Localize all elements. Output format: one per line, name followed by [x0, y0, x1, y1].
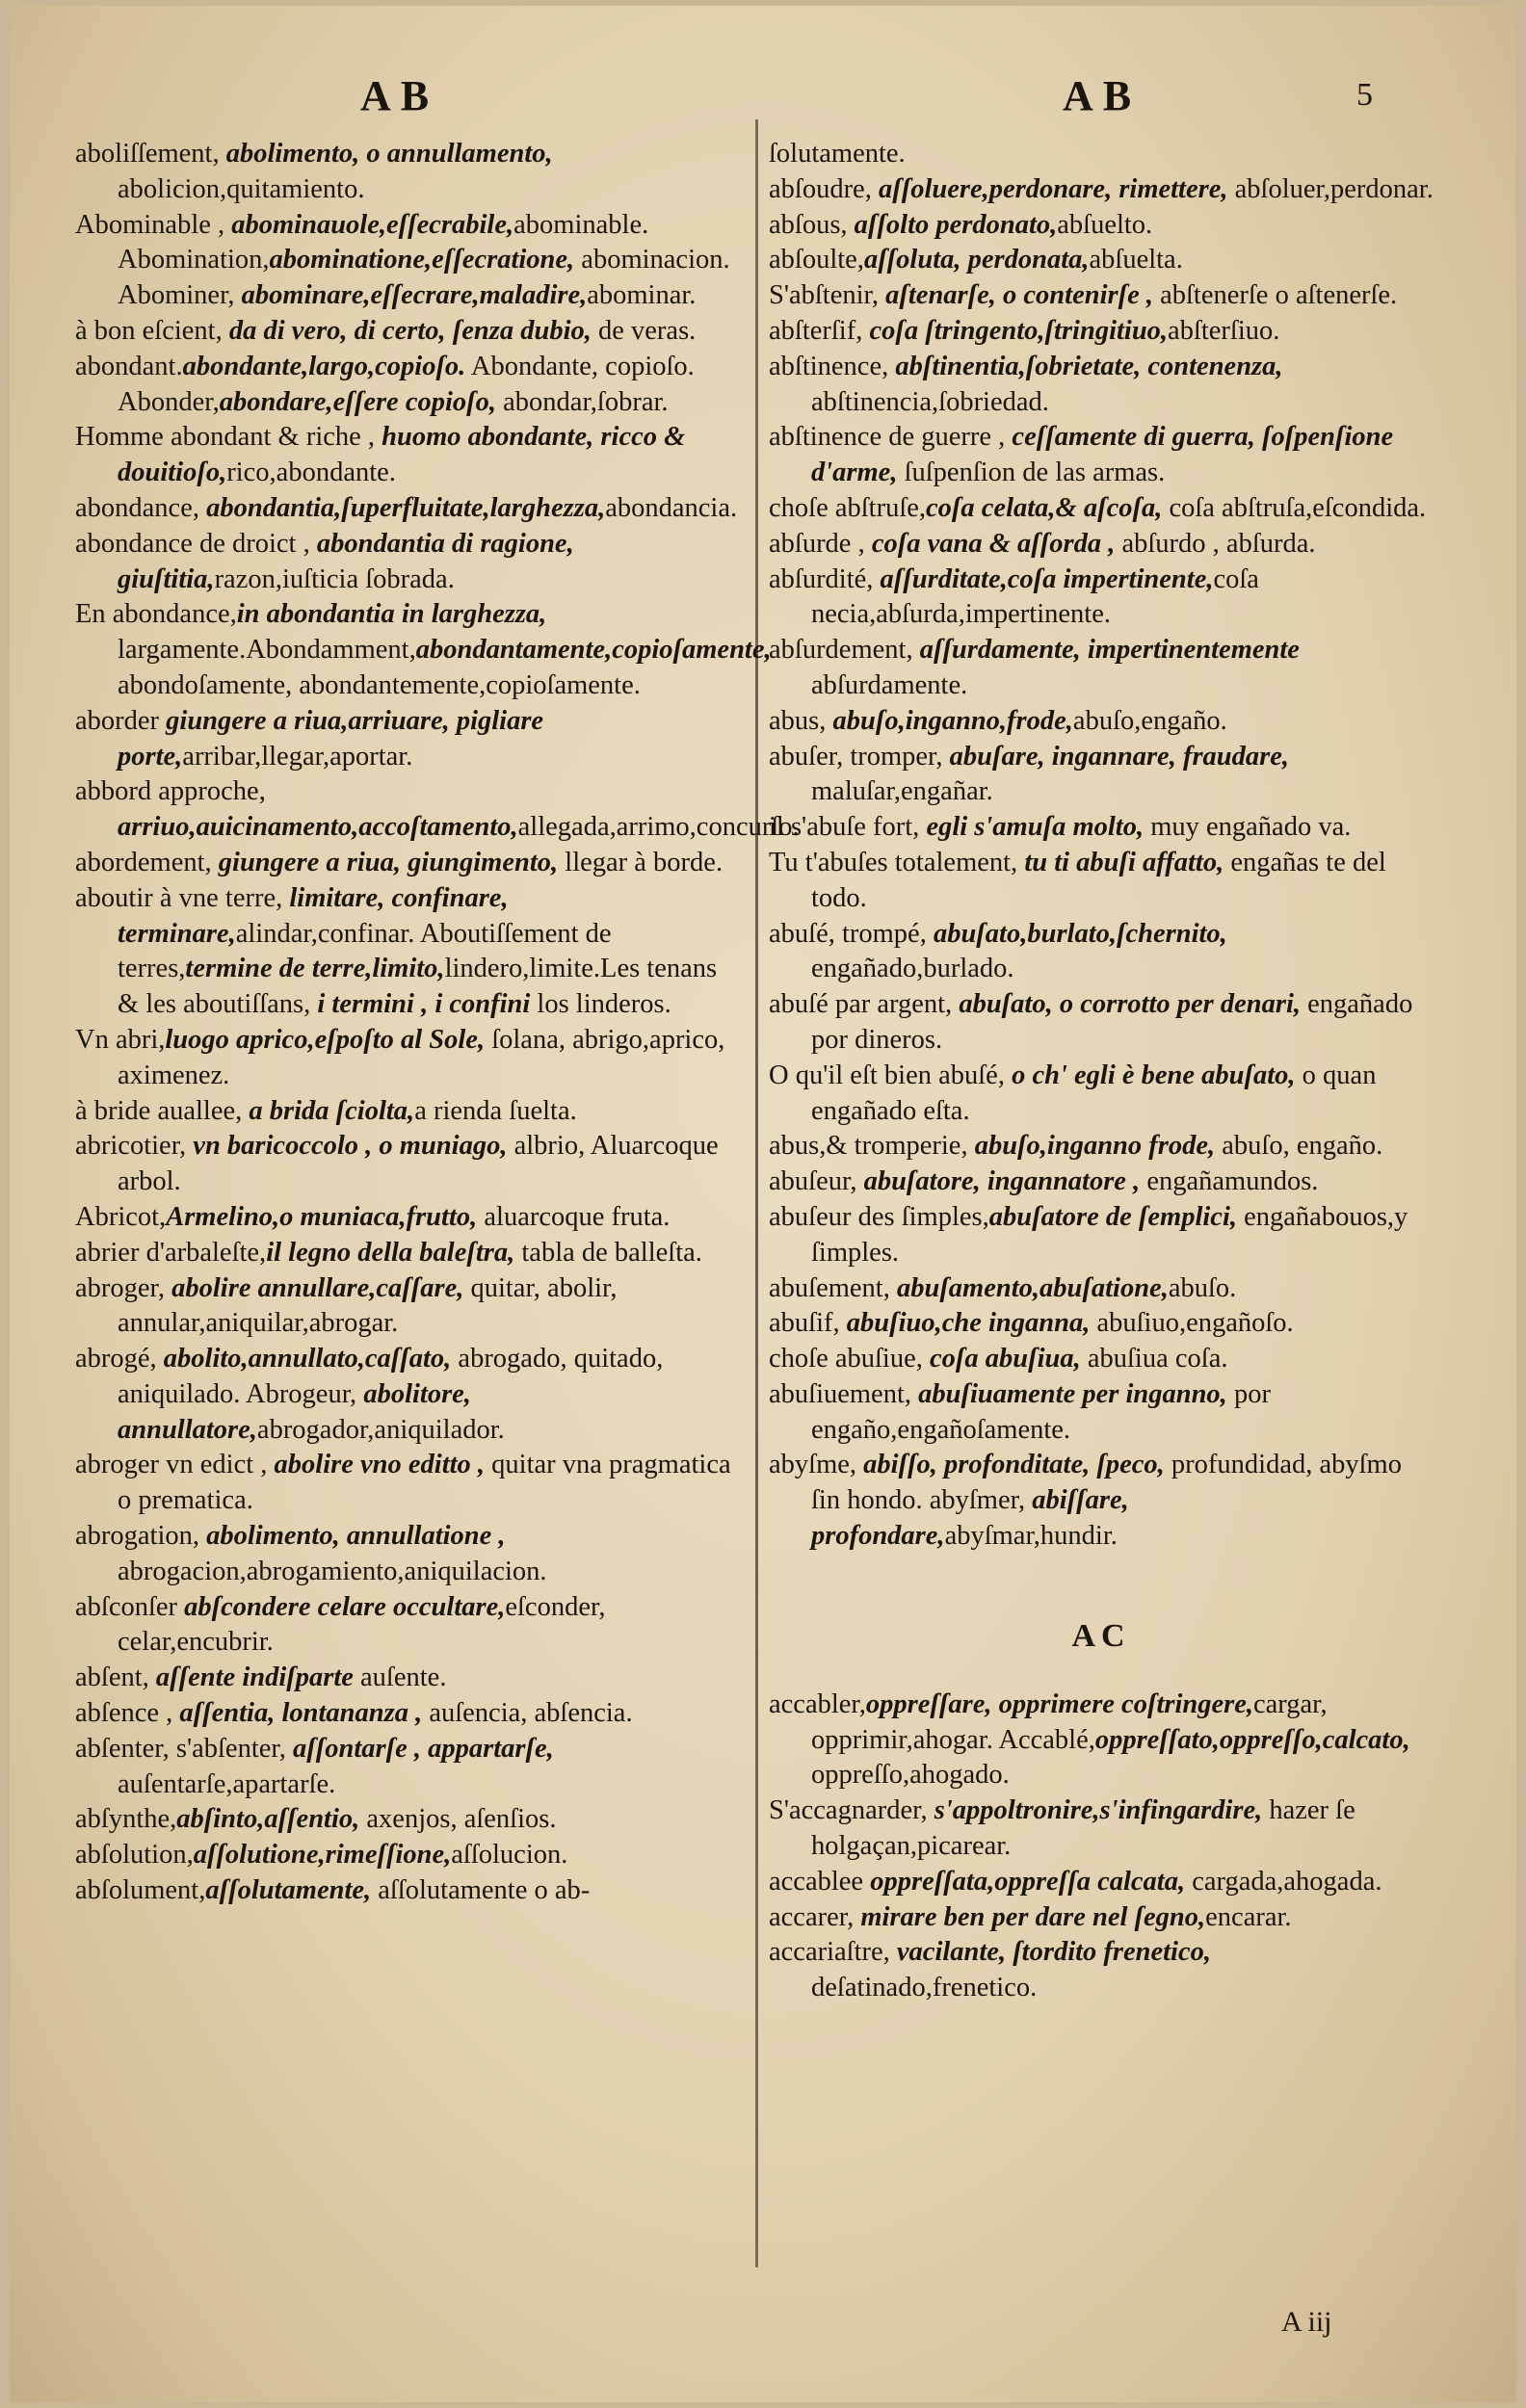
- entry-text: abſuelto.: [1057, 209, 1153, 240]
- dictionary-entry: [75, 1448, 740, 1519]
- dictionary-entry: [769, 633, 1434, 704]
- italian-equivalent: oppreſſare, opprimere coſtringere,: [865, 1688, 1253, 1719]
- italian-equivalent: abuſatore de ſemplici,: [988, 1201, 1237, 1232]
- entry-text: ſolana, abrigo,aprico, aximenez.: [118, 1024, 725, 1090]
- dictionary-entry: [769, 137, 1434, 172]
- entry-text: abolicion,quitamiento.: [118, 173, 365, 204]
- entry-text: abſous,: [769, 209, 855, 240]
- entry-text: abuſo.: [1168, 1272, 1237, 1303]
- entry-text: ſolutamente.: [769, 139, 906, 169]
- entry-text: hazer ſe holgaçan,picarear.: [811, 1795, 1355, 1862]
- dictionary-entry: [769, 846, 1434, 917]
- italian-equivalent: abuſamento,abuſatione,: [896, 1272, 1169, 1303]
- entry-text: abſconſer: [75, 1591, 185, 1622]
- entry-text: alindar,confinar. Aboutiſſement de terres,: [118, 918, 612, 984]
- entry-text: abſence ,: [75, 1698, 180, 1729]
- entry-text: abuſeur,: [769, 1166, 864, 1197]
- dictionary-entry: [769, 314, 1434, 350]
- entry-text: muy engañado va.: [1144, 812, 1352, 843]
- entry-text: il s'abuſe fort,: [769, 812, 927, 843]
- entry-text: engañabouos,y ſimples.: [811, 1201, 1408, 1268]
- entry-text: abuſé, trompé,: [769, 918, 934, 949]
- entry-text: abſoudre,: [769, 173, 879, 204]
- entry-text: a rienda ſuelta.: [414, 1095, 577, 1126]
- italian-equivalent: a brida ſciolta,: [249, 1095, 415, 1126]
- entry-text: de veras.: [591, 315, 697, 346]
- entry-text: abſoluer,perdonar.: [1227, 173, 1434, 204]
- dictionary-entry: [769, 527, 1434, 563]
- entry-text: abuſiuo,engañoſo.: [1090, 1308, 1294, 1339]
- entry-text: Vn abri,: [75, 1024, 166, 1055]
- italian-equivalent: abondare,eſſere copioſo,: [219, 386, 497, 417]
- dictionary-entry: [75, 491, 740, 527]
- entry-text: deſatinado,frenetico.: [811, 1973, 1038, 2003]
- italian-equivalent: huomo abondante, ricco & douitioſo,: [118, 422, 686, 488]
- dictionary-entry: [75, 208, 740, 314]
- entry-text: à bride auallee,: [75, 1095, 250, 1126]
- entry-text: los linderos.: [530, 989, 671, 1020]
- italian-equivalent: egli s'amuſa molto,: [926, 812, 1144, 843]
- entry-text: abſurdement,: [769, 635, 920, 666]
- italian-equivalent: abuſato, o corrotto per denari,: [959, 989, 1301, 1020]
- right-column: [769, 137, 1434, 2006]
- entry-text: abuſement,: [769, 1272, 897, 1303]
- entry-text: abuſiuement,: [769, 1378, 919, 1409]
- entry-text: Abondante, copioſo. Abonder,: [118, 351, 695, 417]
- entry-text: profundidad, abyſmo ſin hondo. abyſmer,: [811, 1450, 1402, 1516]
- italian-equivalent: aſſontarſe , appartarſe,: [293, 1733, 554, 1764]
- italian-equivalent: Armelino,o muniaca,frutto,: [166, 1201, 478, 1232]
- entry-text: coſa abſtruſa,eſcondida.: [1162, 492, 1427, 523]
- dictionary-entry: [75, 1236, 740, 1271]
- dictionary-entry: [75, 1696, 740, 1732]
- entry-text: abuſo, engaño.: [1215, 1131, 1383, 1162]
- italian-equivalent: abuſare, ingannare, fraudare,: [949, 741, 1289, 772]
- dictionary-entry: [769, 491, 1434, 527]
- running-head-left: AB: [360, 72, 439, 119]
- entry-text: abſurdamente.: [811, 669, 968, 700]
- entry-text: abſtenerſe o aſtenerſe.: [1152, 280, 1398, 311]
- italian-equivalent: coſa ſtringento,ſtringitiuo,: [869, 315, 1169, 346]
- italian-equivalent: giungere a riua, giungimento,: [218, 847, 559, 877]
- dictionary-entry: [769, 1271, 1434, 1307]
- dictionary-entry: [75, 1271, 740, 1343]
- entry-text: abſtinence de guerre ,: [769, 422, 1013, 453]
- italian-equivalent: oppreſſato,oppreſſo,calcato,: [1094, 1724, 1410, 1755]
- italian-equivalent: abuſo,inganno frode,: [974, 1131, 1216, 1162]
- running-head-right: AB: [1063, 72, 1142, 119]
- entry-text: abſolument,: [75, 1875, 206, 1906]
- dictionary-entry: [769, 1688, 1434, 1793]
- dictionary-entry: [769, 208, 1434, 244]
- entry-text: engañamundos.: [1140, 1166, 1319, 1197]
- italian-equivalent: termine de terre,limito,: [185, 954, 445, 984]
- dictionary-entry: [75, 1873, 740, 1909]
- italian-equivalent: abolire annullare,caſſare,: [171, 1272, 464, 1303]
- dictionary-entry: [75, 1200, 740, 1236]
- entry-text: tabla de balleſta.: [514, 1237, 702, 1268]
- entry-text: abuſé par argent,: [769, 989, 960, 1020]
- entry-text: à bon eſcient,: [75, 315, 229, 346]
- dictionary-entry: [75, 1023, 740, 1094]
- entry-text: aborder: [75, 705, 167, 736]
- dictionary-entry: [769, 278, 1434, 314]
- entry-text: abſent,: [75, 1662, 156, 1693]
- dictionary-entry: [75, 597, 772, 703]
- entry-text: engañado,burlado.: [811, 954, 1014, 984]
- entry-text: allegada,arrimo,concurſo.: [517, 812, 800, 843]
- entry-text: quitar, abolir, annular,aniquilar,abrogar.: [118, 1272, 618, 1339]
- italian-equivalent: abondantia di ragione, giuſtitia,: [118, 528, 574, 594]
- dictionary-entry: [769, 1129, 1434, 1165]
- dictionary-entry: [769, 810, 1434, 846]
- entry-text: abuſeur des ſimples,: [769, 1201, 989, 1232]
- entry-text: abroger,: [75, 1272, 172, 1303]
- italian-equivalent: abiſſo, profonditate, ſpeco,: [863, 1450, 1165, 1480]
- dictionary-entry: [75, 774, 800, 846]
- dictionary-entry: [769, 420, 1434, 491]
- italian-equivalent: aſſurdamente, impertinentemente: [919, 635, 1300, 666]
- italian-equivalent: aſſente indiſparte: [155, 1662, 354, 1693]
- italian-equivalent: aſſolutamente,: [205, 1875, 372, 1906]
- dictionary-entry: [769, 1342, 1434, 1377]
- entry-text: axenjos, aſenſios.: [359, 1804, 557, 1835]
- entry-text: encarar.: [1205, 1901, 1292, 1932]
- entry-text: abordement,: [75, 847, 219, 877]
- dictionary-entry: [769, 1306, 1434, 1342]
- entry-text: eſconder, celar,encubrir.: [118, 1591, 606, 1658]
- entry-text: S'abſtenir,: [769, 280, 886, 311]
- entry-text: aboliſſement,: [75, 139, 226, 169]
- entry-text: abrogation,: [75, 1521, 207, 1552]
- italian-equivalent: abondantamente,copioſamente,: [415, 635, 772, 666]
- italian-equivalent: aſſurditate,coſa impertinente,: [880, 563, 1214, 594]
- italian-equivalent: aſſolutione,rimeſſione,: [193, 1840, 452, 1871]
- entry-text: abbord approche,: [75, 776, 266, 807]
- italian-equivalent: in abondantia in larghezza,: [236, 599, 547, 630]
- dictionary-entry: [75, 1732, 740, 1803]
- italian-equivalent: abiſſare, profondare,: [811, 1485, 1129, 1552]
- entry-text: abondoſamente, abondantemente,copioſamente.: [118, 669, 641, 700]
- entry-text: abondar,ſobrar.: [496, 386, 669, 417]
- entry-text: abominar.: [587, 280, 697, 311]
- entry-text: aſſolutamente o ab-: [371, 1875, 591, 1906]
- entry-text: Abricot,: [75, 1201, 167, 1232]
- entry-text: accablee: [769, 1866, 871, 1897]
- italian-equivalent: i termini , i confini: [317, 989, 531, 1020]
- italian-equivalent: limitare, confinare, terminare,: [118, 882, 509, 949]
- entry-text: ſuſpenſion de las armas.: [897, 458, 1166, 488]
- italian-equivalent: tu ti abuſi affatto,: [1024, 847, 1224, 877]
- dictionary-entry: [769, 350, 1434, 421]
- dictionary-entry: [75, 527, 740, 598]
- dictionary-entry: [769, 1793, 1434, 1865]
- italian-equivalent: oppreſſata,oppreſſa calcata,: [870, 1866, 1186, 1897]
- dictionary-entry: [769, 1448, 1434, 1554]
- italian-equivalent: arriuo,auicinamento,accoſtamento,: [118, 812, 518, 843]
- dictionary-entry: [75, 1342, 740, 1448]
- italian-equivalent: abondante,largo,copioſo.: [182, 351, 466, 381]
- italian-equivalent: abuſiuamente per inganno,: [918, 1378, 1227, 1409]
- entry-text: abſterſif,: [769, 315, 870, 346]
- italian-equivalent: abolire vno editto ,: [274, 1450, 486, 1480]
- italian-equivalent: il legno della baleſtra,: [266, 1237, 515, 1268]
- entry-text: maluſar,engañar.: [811, 776, 993, 807]
- dictionary-entry: [769, 917, 1434, 988]
- entry-text: abuſif,: [769, 1308, 847, 1339]
- entry-text: O qu'il eſt bien abuſé,: [769, 1060, 1013, 1090]
- italian-equivalent: coſa abuſiua,: [929, 1344, 1081, 1374]
- entry-text: cargada,ahogada.: [1185, 1866, 1382, 1897]
- dictionary-entry: [769, 1377, 1434, 1449]
- entry-text: abſurdo , abſurda.: [1115, 528, 1316, 559]
- entry-text: quitar vna pragmatica o prematica.: [118, 1450, 731, 1516]
- entry-text: abſenter, s'abſenter,: [75, 1733, 293, 1764]
- entry-text: coſa necia,abſurda,impertinente.: [811, 563, 1259, 630]
- italian-equivalent: abſtinentia,ſobrietate, contenenza,: [895, 351, 1283, 381]
- entry-text: engañado por dineros.: [811, 989, 1413, 1055]
- book-page: [10, 6, 1516, 2402]
- entry-text: abuſo,engaño.: [1072, 705, 1227, 736]
- entry-text: abondancia.: [605, 492, 738, 523]
- italian-equivalent: abuſiuo,che inganna,: [846, 1308, 1091, 1339]
- entry-text: choſe abuſiue,: [769, 1344, 930, 1374]
- entry-text: albrio, Aluarcoque arbol.: [118, 1131, 719, 1197]
- italian-equivalent: coſa celata,& aſcoſa,: [926, 492, 1163, 523]
- entry-text: abyſmar,hundir.: [944, 1521, 1118, 1552]
- italian-equivalent: abominare,eſſecrare,maladire,: [241, 280, 588, 311]
- entry-text: abrogé,: [75, 1344, 164, 1374]
- entry-text: S'accagnarder,: [769, 1795, 934, 1826]
- italian-equivalent: luogo aprico,eſpoſto al Sole,: [165, 1024, 486, 1055]
- entry-text: abſolution,: [75, 1840, 194, 1871]
- entry-text: abondant.: [75, 351, 183, 381]
- dictionary-entry: [75, 1590, 740, 1662]
- italian-equivalent: giungere a riua,arriuare, pigliare porte,: [118, 705, 544, 772]
- entry-text: abrogado, quitado, aniquilado. Abrogeur,: [118, 1344, 664, 1409]
- entry-text: lindero,limite.Les tenans & les aboutiſſans,: [118, 954, 718, 1020]
- entry-text: por engaño,engañoſamente.: [811, 1378, 1271, 1445]
- italian-equivalent: vacilante, ſtordito frenetico,: [896, 1937, 1211, 1968]
- dictionary-entry: [75, 314, 740, 350]
- dictionary-entry: [769, 1165, 1434, 1200]
- dictionary-entry: [75, 1519, 740, 1590]
- entry-text: abſurde ,: [769, 528, 872, 559]
- italian-equivalent: abolimento, o annullamento,: [225, 139, 553, 169]
- dictionary-entry: [75, 350, 740, 421]
- dictionary-entry: [75, 1838, 740, 1873]
- italian-equivalent: abſcondere celare occultare,: [184, 1591, 506, 1622]
- italian-equivalent: abſinto,aſſentio,: [176, 1804, 360, 1835]
- dictionary-entry: [75, 1129, 740, 1200]
- entry-text: abſterſiuo.: [1168, 315, 1280, 346]
- entry-text: rico,abondante.: [226, 458, 396, 488]
- entry-text: engañas te del todo.: [811, 847, 1386, 913]
- italian-equivalent: abolitore, annullatore,: [118, 1378, 471, 1445]
- entry-text: abricotier,: [75, 1131, 194, 1162]
- dictionary-entry: [769, 987, 1434, 1059]
- dictionary-entry: [75, 1802, 740, 1838]
- italian-equivalent: abolito,annullato,caſſato,: [163, 1344, 452, 1374]
- entry-text: abondance,: [75, 492, 207, 523]
- entry-text: Homme abondant & riche ,: [75, 422, 382, 453]
- italian-equivalent: da di vero, di certo, ſenza dubio,: [228, 315, 592, 346]
- entry-text: auſente.: [353, 1662, 447, 1693]
- entry-text: abrogacion,abrogamiento,aniquilacion.: [118, 1556, 547, 1586]
- italian-equivalent: aſtenarſe, o contenirſe ,: [885, 280, 1153, 311]
- entry-text: abſynthe,: [75, 1804, 177, 1835]
- entry-text: llegar à borde.: [558, 847, 724, 877]
- entry-text: aboutir à vne terre,: [75, 882, 290, 913]
- signature-mark: A iij: [1281, 2306, 1332, 2338]
- dictionary-entry: [769, 1059, 1434, 1130]
- italian-equivalent: o ch' egli è bene abuſato,: [1012, 1060, 1296, 1090]
- dictionary-entry: [769, 563, 1434, 634]
- entry-text: abus,& tromperie,: [769, 1131, 975, 1162]
- italian-equivalent: abominauole,eſſecrabile,: [231, 209, 514, 240]
- entry-text: abuſer, tromper,: [769, 741, 950, 772]
- italian-equivalent: aſſolto perdonato,: [854, 209, 1058, 240]
- entry-text: abſurdité,: [769, 563, 881, 594]
- entry-text: abrier d'arbaleſte,: [75, 1237, 267, 1268]
- dictionary-entry: [769, 1200, 1434, 1271]
- entry-text: abſoulte,: [769, 245, 864, 275]
- left-column: [75, 137, 800, 1909]
- italian-equivalent: aſſoluere,perdonare, rimettere,: [878, 173, 1228, 204]
- dictionary-entry: [75, 137, 740, 208]
- dictionary-entry: [769, 1900, 1434, 1936]
- entry-text: abominable. Abomination,: [118, 209, 649, 275]
- entry-text: Tu t'abuſes totalement,: [769, 847, 1025, 877]
- entry-text: abondance de droict ,: [75, 528, 317, 559]
- italian-equivalent: mirare ben per dare nel ſegno,: [860, 1901, 1206, 1932]
- entry-text: cargar, opprimir,ahogar. Accablé,: [811, 1688, 1328, 1755]
- italian-equivalent: abondantia,ſuperfluitate,larghezza,: [206, 492, 606, 523]
- italian-equivalent: aſſoluta, perdonata,: [863, 245, 1090, 275]
- entry-text: accariaſtre,: [769, 1937, 897, 1968]
- entry-text: oppreſſo,ahogado.: [811, 1760, 1010, 1791]
- italian-equivalent: abominatione,eſſecratione,: [269, 245, 575, 275]
- entry-text: accabler,: [769, 1688, 866, 1719]
- dictionary-entry: [769, 740, 1434, 811]
- entry-text: abſtinencia,ſobriedad.: [811, 386, 1049, 417]
- italian-equivalent: abuſato,burlato,ſchernito,: [933, 918, 1227, 949]
- entry-text: arribar,llegar,aportar.: [182, 741, 413, 772]
- dictionary-entry: [75, 1661, 740, 1696]
- dictionary-entry: [769, 1865, 1434, 1900]
- dictionary-entry: [75, 420, 740, 491]
- entry-text: abominacion. Abominer,: [118, 245, 730, 311]
- entry-text: abſuelta.: [1089, 245, 1183, 275]
- dictionary-entry: [75, 846, 740, 881]
- italian-equivalent: abuſatore, ingannatore ,: [863, 1166, 1141, 1197]
- dictionary-entry: [75, 881, 740, 1023]
- entry-text: abyſme,: [769, 1450, 864, 1480]
- entry-text: Abominable ,: [75, 209, 232, 240]
- dictionary-entry: [769, 1935, 1434, 2006]
- italian-equivalent: abolimento, annullatione ,: [206, 1521, 506, 1552]
- italian-equivalent: aſſentia, lontananza ,: [179, 1698, 423, 1729]
- entry-text: abus,: [769, 705, 833, 736]
- italian-equivalent: s'appoltronire,s'infingardire,: [934, 1795, 1263, 1826]
- entry-text: accarer,: [769, 1901, 861, 1932]
- dictionary-entry: [75, 1094, 740, 1130]
- column-divider-rule: [755, 119, 758, 2267]
- entry-text: abroger vn edict ,: [75, 1450, 275, 1480]
- dictionary-entry: [75, 704, 740, 775]
- dictionary-entry: [769, 243, 1434, 278]
- section-heading: AC: [1071, 1617, 1131, 1654]
- entry-text: abſtinence,: [769, 351, 896, 381]
- entry-text: auſencia, abſencia.: [422, 1698, 633, 1729]
- entry-text: largamente.Abondamment,: [118, 635, 416, 666]
- entry-text: aluarcoque fruta.: [477, 1201, 671, 1232]
- entry-text: o quan engañado eſta.: [811, 1060, 1377, 1126]
- italian-equivalent: abuſo,inganno,frode,: [832, 705, 1073, 736]
- italian-equivalent: vn baricoccolo , o muniago,: [193, 1131, 508, 1162]
- italian-equivalent: coſa vana & aſſorda ,: [871, 528, 1116, 559]
- entry-text: auſentarſe,apartarſe.: [118, 1768, 336, 1799]
- entry-text: En abondance,: [75, 599, 237, 630]
- page-number: 5: [1356, 77, 1373, 113]
- dictionary-entry: [769, 172, 1434, 208]
- italian-equivalent: ceſſamente di guerra, ſoſpenſione d'arme,: [811, 422, 1394, 488]
- entry-text: razon,iuſticia ſobrada.: [214, 563, 455, 594]
- entry-text: abuſiua coſa.: [1080, 1344, 1228, 1374]
- dictionary-entry: [769, 704, 1434, 740]
- entry-text: aſſolucion.: [451, 1840, 568, 1871]
- entry-text: abrogador,aniquilador.: [256, 1414, 505, 1445]
- entry-text: choſe abſtruſe,: [769, 492, 927, 523]
